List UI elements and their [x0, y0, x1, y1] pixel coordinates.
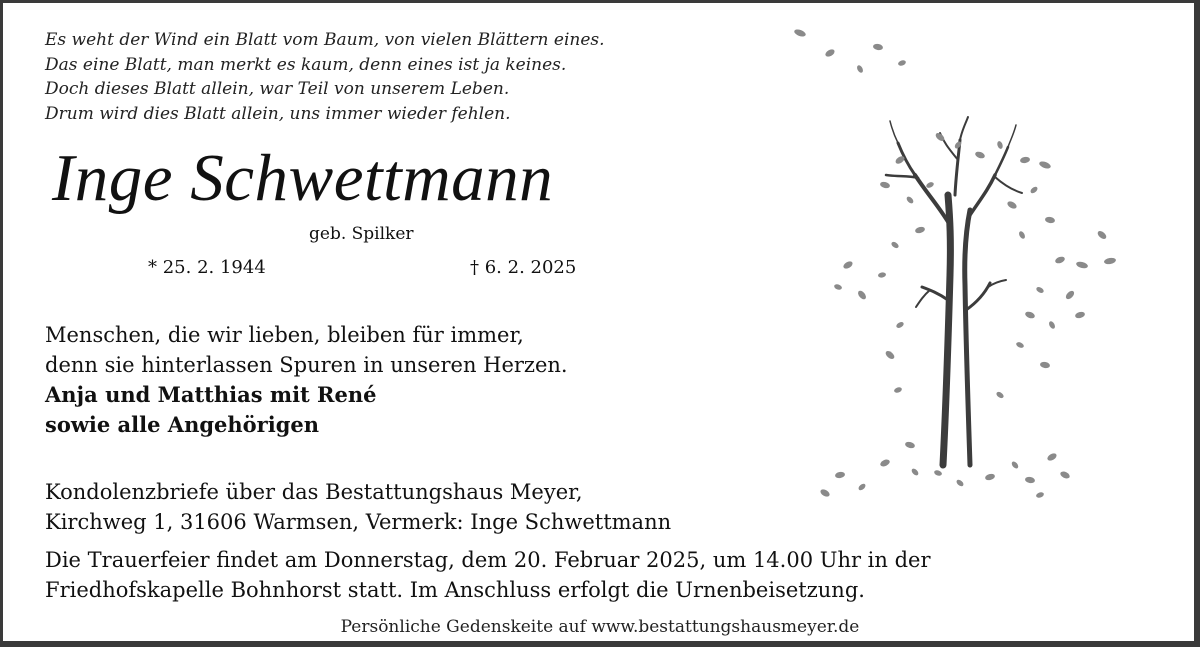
poem-line: Drum wird dies Blatt allein, uns immer wieder fehlen.: [45, 103, 511, 124]
poem-line: Es weht der Wind ein Blatt vom Baum, von vielen Blättern eines.: [45, 30, 605, 50]
poem: [45, 28, 605, 126]
funeral-service-info: [45, 545, 931, 605]
death-date: † 6. 2. 2025: [470, 257, 577, 278]
birth-date: * 25. 2. 1944: [148, 257, 266, 278]
service-line: Die Trauerfeier findet am Donnerstag, dem 20. Februar 2025, um 14.00 Uhr in der: [45, 548, 931, 572]
falling-leaves: [793, 28, 1116, 499]
family-line: Anja und Matthias mit René: [45, 382, 377, 407]
tree-trunk: [886, 117, 1022, 465]
deceased-name: Inge Schwettmann: [52, 141, 554, 215]
condolence-line: Kondolenzbriefe über das Bestattungshaus Meyer,: [45, 480, 583, 504]
quote-line: denn sie hinterlassen Spuren in unseren Herzen.: [45, 353, 568, 377]
poem-line: Doch dieses Blatt allein, war Teil von unserem Leben.: [45, 79, 510, 99]
maiden-name: geb. Spilker: [309, 224, 414, 244]
mourning-block: [45, 320, 568, 440]
family-line: sowie alle Angehörigen: [45, 412, 320, 437]
poem-line: Das eine Blatt, man merkt es kaum, denn eines ist ja keines.: [45, 54, 567, 75]
quote-line: Menschen, die wir lieben, bleiben für immer,: [45, 323, 524, 347]
memorial-website-footer: Persönliche Gedenskeite auf www.bestattungshausmeyer.de: [340, 617, 860, 637]
condolence-info: [45, 477, 671, 537]
condolence-line: Kirchweg 1, 31606 Warmsen, Vermerk: Inge Schwettmann: [45, 510, 672, 534]
tree-with-falling-leaves-icon: [790, 25, 1130, 505]
service-line: Friedhofskapelle Bohnhorst statt. Im Anschluss erfolgt die Urnenbeisetzung.: [45, 578, 865, 602]
